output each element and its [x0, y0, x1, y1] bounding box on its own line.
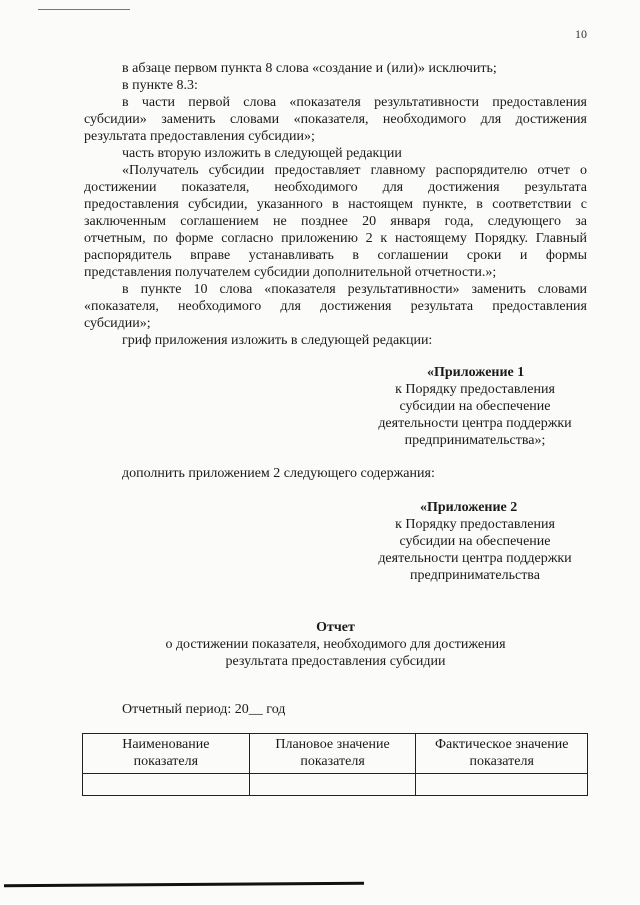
- text-line: отчетным, по форме согласно приложению 2 к настоящему Порядку. Главный: [84, 231, 587, 246]
- table-header-cell: Плановое значение показателя: [249, 734, 416, 774]
- appendix1-title: «Приложение 1: [427, 365, 525, 380]
- appendix1-line: деятельности центра поддержки: [378, 416, 572, 431]
- report-period: Отчетный период: 20__ год: [122, 702, 286, 717]
- table-header-row: [83, 734, 588, 774]
- text-line: в пункте 10 слова «показателя результативности» заменить словами: [122, 282, 587, 297]
- add-appendix-text: дополнить приложением 2 следующего содержания:: [122, 466, 435, 481]
- table-cell: [416, 774, 588, 796]
- appendix1-line: предпринимательства»;: [404, 433, 546, 448]
- appendix2-line: субсидии на обеспечение: [399, 534, 551, 549]
- text-line: в части первой слова «показателя результативности предоставления: [122, 95, 587, 110]
- text-line: достижении показателя, необходимого для достижения результата: [84, 180, 587, 195]
- appendix2-line: к Порядку предоставления: [395, 517, 555, 532]
- text-line: в абзаце первом пункта 8 слова «создание и (или)» исключить;: [122, 61, 497, 76]
- report-subtitle: о достижении показателя, необходимого для достижения: [165, 637, 506, 652]
- text-line: субсидии»;: [84, 316, 151, 331]
- text-line: часть вторую изложить в следующей редакции: [122, 146, 402, 161]
- table-cell: [249, 774, 416, 796]
- text-line: представления получателем субсидии дополнительной отчетности.»;: [84, 265, 497, 280]
- report-subtitle: результата предоставления субсидии: [225, 654, 446, 669]
- appendix2-line: предпринимательства: [410, 568, 540, 583]
- text-line: «Получатель субсидии предоставляет главному распорядителю отчет о: [122, 163, 587, 178]
- bottom-rule: [4, 882, 364, 888]
- appendix2-title: «Приложение 2: [420, 500, 518, 515]
- text-line: в пункте 8.3:: [122, 78, 198, 93]
- text-line: субсидии» заменить словами «показателя, необходимого для достижения: [84, 112, 587, 127]
- top-rule: [38, 9, 130, 10]
- text-line: заключенным соглашением не позднее 20 января года, следующего за: [84, 214, 587, 229]
- text-line: «показателя, необходимого для достижения результата предоставления: [84, 299, 587, 314]
- report-table: [82, 733, 588, 796]
- table-row: [83, 774, 588, 796]
- text-line: предоставления субсидии, указанного в настоящем пункте, в соответствии с: [84, 197, 587, 212]
- text-line: распорядитель вправе устанавливать в соглашении сроки и формы: [84, 248, 587, 263]
- text-line: гриф приложения изложить в следующей редакции:: [122, 333, 433, 348]
- appendix1-line: к Порядку предоставления: [395, 382, 555, 397]
- table-cell: [83, 774, 250, 796]
- report-title: Отчет: [316, 620, 355, 635]
- appendix1-line: субсидии на обеспечение: [399, 399, 551, 414]
- appendix2-line: деятельности центра поддержки: [378, 551, 572, 566]
- text-line: результата предоставления субсидии»;: [84, 129, 315, 144]
- page-number: 10: [575, 27, 587, 41]
- table-header-cell: Наименование показателя: [83, 734, 250, 774]
- table-header-cell: Фактическое значение показателя: [416, 734, 588, 774]
